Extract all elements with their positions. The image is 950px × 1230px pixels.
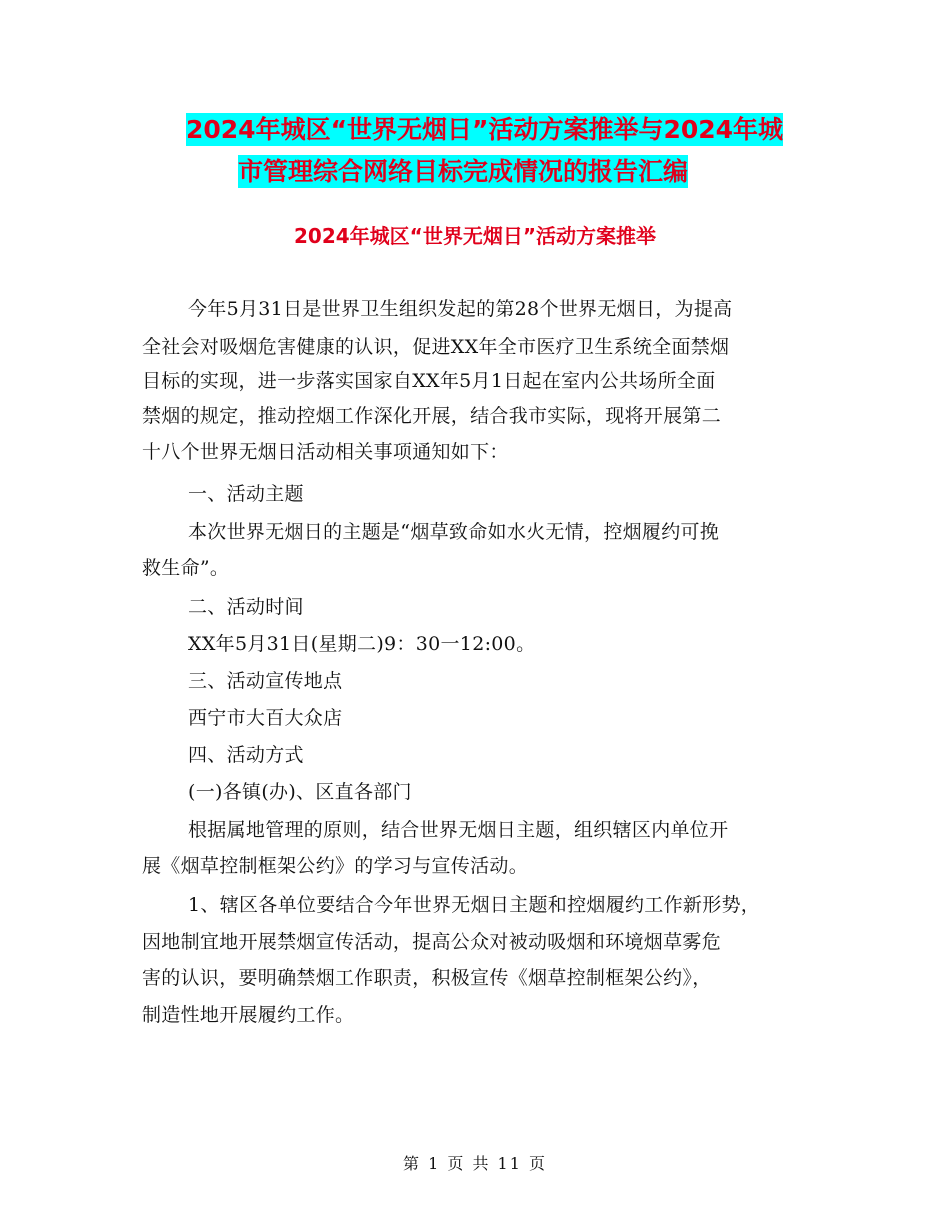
paragraph-line: 全社会对吸烟危害健康的认识，促进XX年全市医疗卫生系统全面禁烟 xyxy=(142,336,730,358)
page-footer: 第 1 页 共 11 页 xyxy=(403,1154,547,1173)
section-heading: 一、活动主题 xyxy=(188,483,304,505)
paragraph-line: 目标的实现，进一步落实国家自XX年5月1日起在室内公共场所全面 xyxy=(142,370,716,392)
paragraph-line: 西宁市大百大众店 xyxy=(188,707,343,729)
paragraph-line: 根据属地管理的原则，结合世界无烟日主题，组织辖区内单位开 xyxy=(188,819,729,841)
title-highlight: 2024年城区“世界无烟日”活动方案推举与2024年城 xyxy=(186,115,784,144)
paragraph-line: XX年5月31日(星期二)9：30一12:00。 xyxy=(188,633,536,655)
paragraph-line: 因地制宜地开展禁烟宣传活动，提高公众对被动吸烟和环境烟草雾危 xyxy=(142,931,722,953)
paragraph-line: 十八个世界无烟日活动相关事项通知如下： xyxy=(142,441,509,463)
title-highlight: 市管理综合网络目标完成情况的报告汇编 xyxy=(238,157,689,186)
document-title-line-1 xyxy=(186,115,886,145)
section-heading: 二、活动时间 xyxy=(188,596,304,618)
paragraph-line: 展《烟草控制框架公约》的学习与宣传活动。 xyxy=(142,855,529,877)
section-heading: 三、活动宣传地点 xyxy=(188,670,343,692)
paragraph-line: 今年5月31日是世界卫生组织发起的第28个世界无烟日，为提高 xyxy=(188,298,733,320)
paragraph-line: 害的认识，要明确禁烟工作职责，积极宣传《烟草控制框架公约》， xyxy=(142,967,712,989)
paragraph-line: 本次世界无烟日的主题是“烟草致命如水火无情，控烟履约可挽 xyxy=(188,521,720,543)
subsection-heading: (一)各镇(办)、区直各部门 xyxy=(188,781,412,803)
paragraph-line: 制造性地开展履约工作。 xyxy=(142,1004,355,1026)
section-heading: 四、活动方式 xyxy=(188,744,304,766)
document-title-line-2 xyxy=(238,157,938,187)
paragraph-line: 1、辖区各单位要结合今年世界无烟日主题和控烟履约工作新形势， xyxy=(188,894,761,916)
paragraph-line: 救生命”。 xyxy=(142,557,230,579)
paragraph-line: 禁烟的规定，推动控烟工作深化开展，结合我市实际，现将开展第二 xyxy=(142,405,722,427)
section-title: 2024年城区“世界无烟日”活动方案推举 xyxy=(294,224,656,248)
